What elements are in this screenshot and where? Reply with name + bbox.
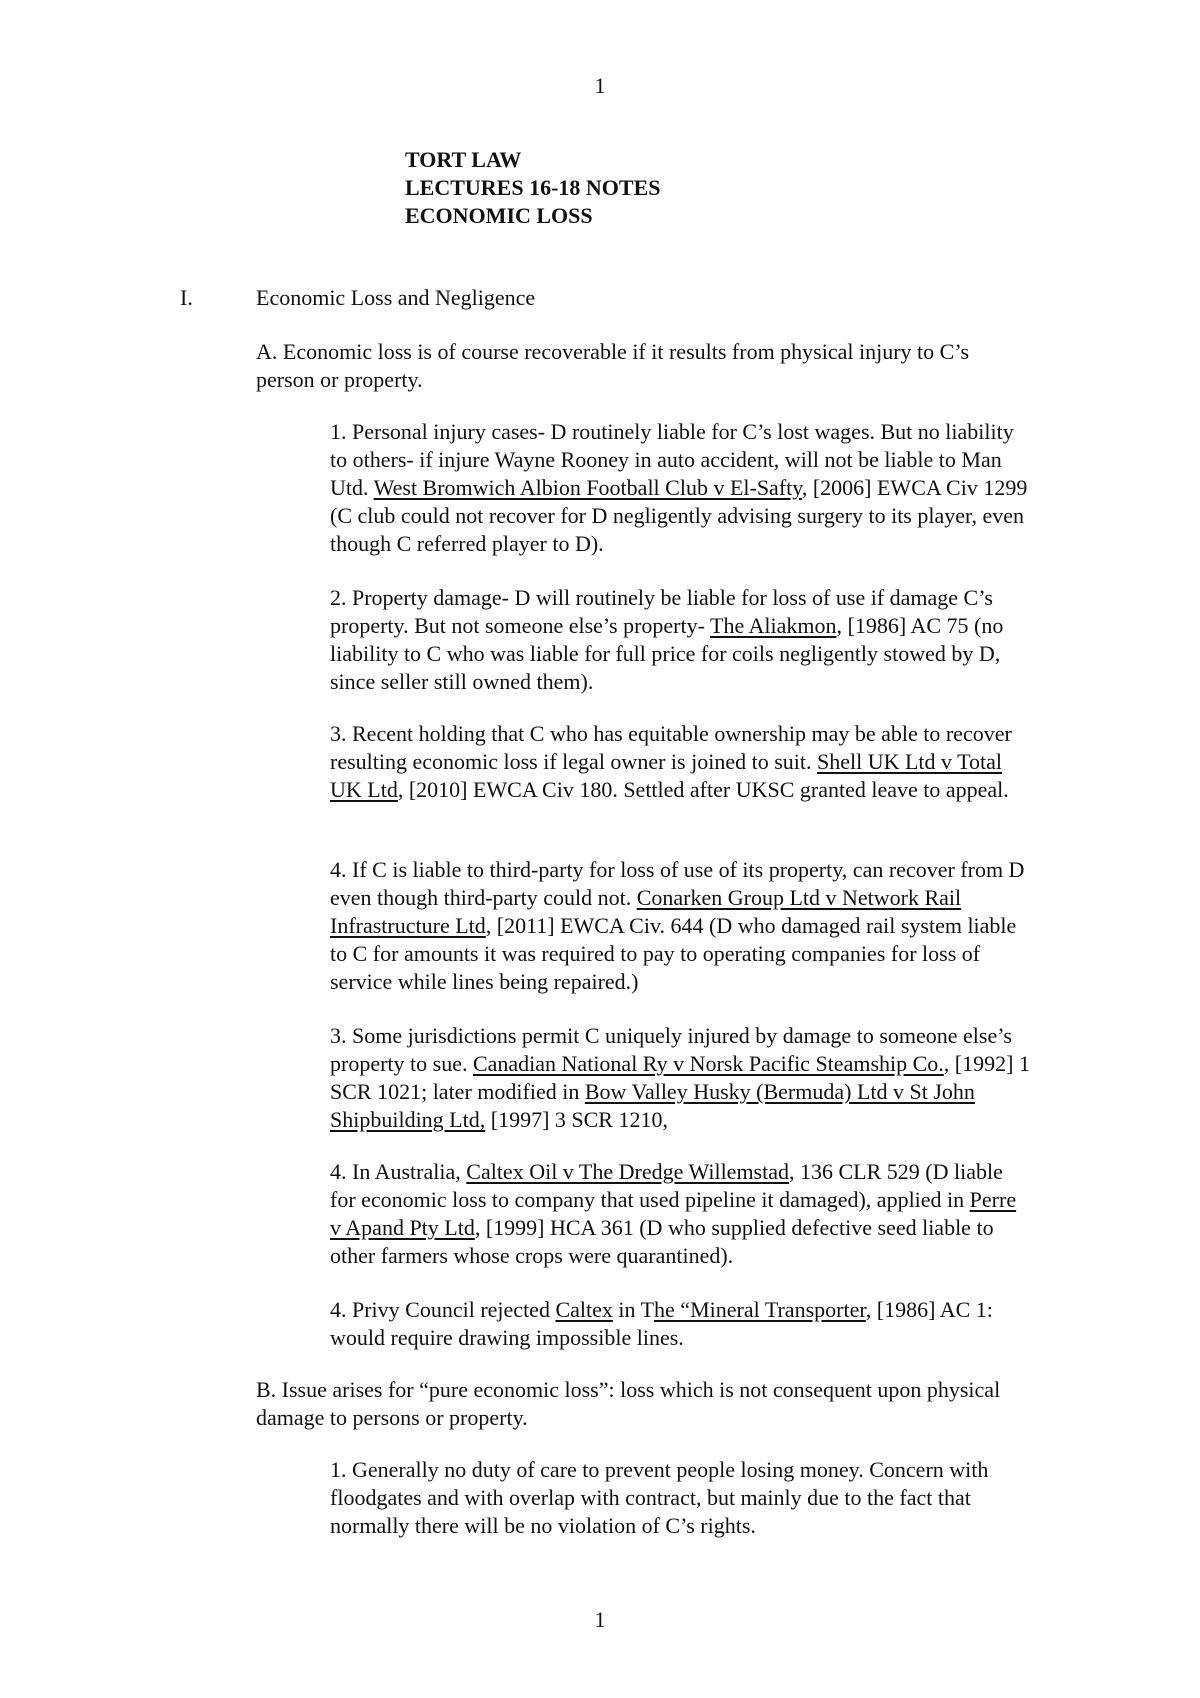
section-numeral: I. [180, 285, 193, 310]
item-text: , [2010] EWCA Civ 180. Settled after UKSC granted leave to appeal. [397, 777, 1009, 802]
case-citation: Perre v Apand Pty Ltd [330, 1187, 1017, 1240]
case-citation: Caltex Oil v The Dredge Willemstad [466, 1159, 789, 1184]
item-text: , [1986] AC 1: would require drawing impossible lines. [330, 1297, 993, 1350]
section-label: Economic Loss and Negligence [256, 285, 536, 310]
item-text: 3. Some jurisdictions permit C uniquely injured by damage to someone else’s property to sue. [330, 1023, 1012, 1076]
list-item [330, 856, 1030, 996]
item-text: [1997] 3 SCR 1210, [485, 1107, 668, 1132]
list-item [330, 584, 1030, 696]
page-number-top: 1 [594, 73, 606, 98]
paragraph-b: B. Issue arises for “pure economic loss”: loss which is not consequent upon physical damage to persons or property. [256, 1377, 1001, 1430]
list-item [330, 1158, 1030, 1270]
item-text: 4. In Australia, [330, 1159, 467, 1184]
title-line: LECTURES 16-18 NOTES [405, 175, 661, 200]
case-citation: Caltex [555, 1297, 613, 1322]
item-text: , [2006] EWCA Civ 1299 (C club could not recover for D negligently advising surgery to its player, even though C referred player to D). [330, 475, 1028, 556]
item-text: , [2011] EWCA Civ. 644 (D who damaged rail system liable to C for amounts it was required to pay to operating companies for loss of service while lines being repaired.) [330, 913, 1017, 994]
document-titles [405, 146, 661, 230]
case-citation: The Aliakmon [710, 613, 837, 638]
case-citation: Bow Valley Husky (Bermuda) Ltd v St John Shipbuilding Ltd, [330, 1079, 975, 1132]
case-citation: Shell UK Ltd v Total UK Ltd [330, 749, 1003, 802]
case-citation: Conarken Group Ltd v Network Rail Infrastructure Ltd [330, 885, 962, 938]
case-citation: he “Mineral Transporter [654, 1297, 866, 1322]
item-text: , [1999] HCA 361 (D who supplied defective seed liable to other farmers whose crops were quarantined). [330, 1215, 994, 1268]
list-item [330, 418, 1030, 558]
item-text: 2. Property damage- D will routinely be liable for loss of use if damage C’s property. But not someone else’s property- [330, 585, 993, 638]
item-text: 4. If C is liable to third-party for loss of use of its property, can recover from D even though third-party could not. [330, 857, 1025, 910]
item-text: 4. Privy Council rejected [330, 1297, 556, 1322]
list-item [330, 1022, 1030, 1134]
title-line: TORT LAW [405, 147, 522, 172]
item-text: , [1992] 1 SCR 1021; later modified in [330, 1051, 1030, 1104]
page-number-bottom: 1 [594, 1607, 606, 1632]
list-item [330, 1456, 1030, 1540]
item-text: 1. Personal injury cases- D routinely liable for C’s lost wages. But no liability to others- if injure Wayne Rooney in auto accident, will not be liable to Man Utd. [330, 419, 1014, 500]
item-text: , 136 CLR 529 (D liable for economic loss to company that used pipeline it damaged), applied in [330, 1159, 1003, 1212]
list-item [330, 720, 1030, 804]
paragraph-a: A. Economic loss is of course recoverable if it results from physical injury to C’s person or property. [256, 339, 970, 392]
item-text: in T [612, 1297, 655, 1322]
case-citation: Canadian National Ry v Norsk Pacific Steamship Co. [472, 1051, 944, 1076]
item-text: 3. Recent holding that C who has equitable ownership may be able to recover resulting economic loss if legal owner is joined to suit. [330, 721, 1012, 774]
title-line: ECONOMIC LOSS [405, 203, 593, 228]
case-citation: West Bromwich Albion Football Club v El-Safty [373, 475, 802, 500]
item-text: , [1986] AC 75 (no liability to C who was liable for full price for coils negligently stowed by D, since seller still owned them). [330, 613, 1004, 694]
list-item [330, 1296, 1030, 1352]
item-text: 1. Generally no duty of care to prevent people losing money. Concern with floodgates and with overlap with contract, but mainly due to the fact that normally there will be no violation of C’s rights. [330, 1457, 989, 1538]
